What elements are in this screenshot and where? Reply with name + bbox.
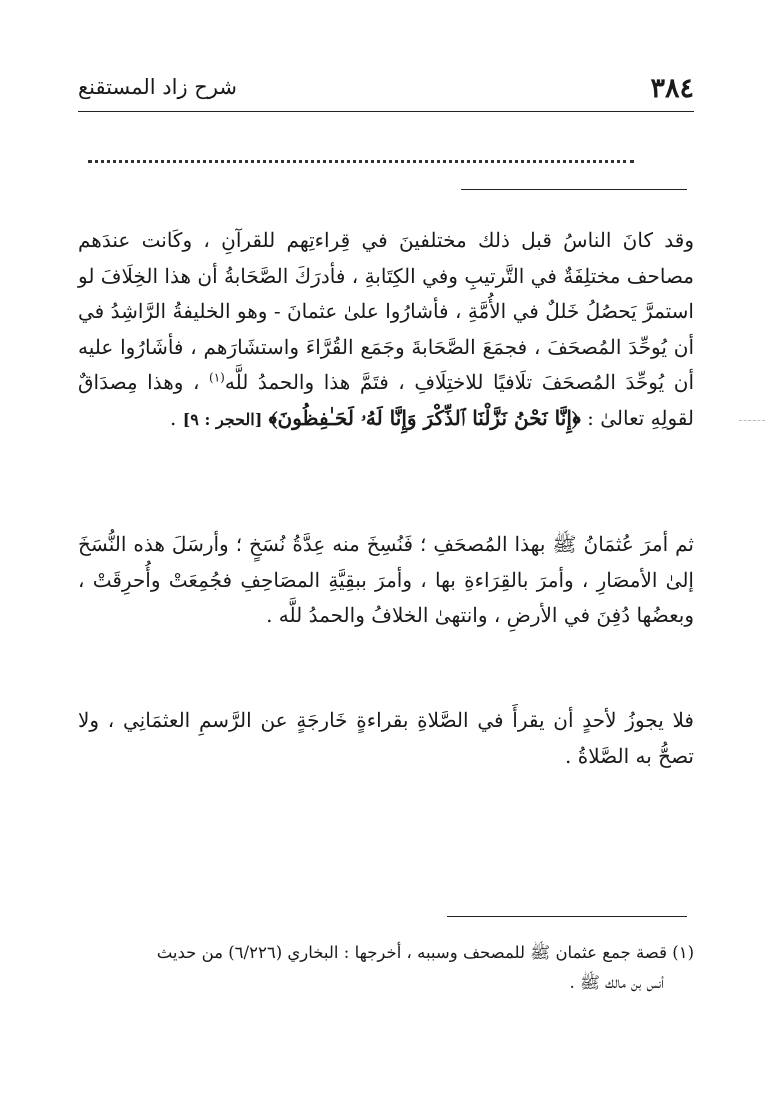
paragraph-3-text: فلا يجوزُ لأحدٍ أن يقرأَ في الصَّلاةِ بقراءةٍ خَارجَةٍ عن الرَّسمِ العثمَانِي ، ولا تصحُّ به الصَّلاةُ . — [78, 708, 694, 768]
paragraph-2 — [78, 527, 694, 634]
book-title: شرح زاد المستقنع — [78, 75, 237, 99]
margin-mark — [739, 420, 765, 421]
footnote-rule — [447, 916, 687, 917]
footnote-reference-marker[interactable]: (١) — [209, 370, 225, 385]
footnote-marker: (١) — [672, 943, 694, 962]
section-rule — [461, 189, 687, 190]
paragraph-1-text-after: ، وهذا مِصدَاقٌ لقولِهِ تعالىٰ : — [78, 370, 694, 430]
paragraph-2-text: ثم أمرَ عُثمَانُ ﷺ بهذا المُصحَفِ ؛ فَنُسِخَ منه عِدَّةُ نُسَخٍ ؛ وأرسَلَ هذه النُّسَخَ إلىٰ الأمصَارِ ، وأمرَ بالقِرَاءةِ بها ، وأمرَ ببقِيَّةِ المصَاحِفِ فجُمِعَتْ وأُحرِقَتْ ، وبعضُها دُفِنَ في الأرضِ ، وانتهىٰ الخلافُ والحمدُ للَّه . — [78, 532, 694, 627]
page-number: ٣٨٤ — [650, 73, 694, 104]
footnote-continuation: أنس بن مالك ﷺ . — [569, 973, 664, 992]
paragraph-1-text: وقد كانَ الناسُ قبل ذلك مختلفينَ في قِراءتِهم للقرآنِ ، وكَانت عندَهم مصاحف مختلِفَةٌ في التَّرتيبِ وفي الكِتَابةِ ، فأدرَكَ الصَّحَابةُ أن هذا الخِلَافَ لو استمرَّ يَحصُلُ خَللٌ في الأُمَّةِ ، فأشارُوا علىٰ عثمانَ - وهو الخليفةُ الرَّاشِدُ في أن يُوحِّدَ المُصحَفَ ، فجمَعَ الصَّحَابةَ وجَمَع القُرَّاءَ واستشَارَهم ، فأشَارُوا عليه أن يُوحِّدَ المُصحَفَ تلَافيًا للاختِلَافِ ، فتَمَّ هذا والحمدُ للَّه — [78, 228, 695, 394]
footnote — [78, 938, 694, 998]
header-rule — [78, 111, 694, 112]
footnote-text: قصة جمع عثمان ﷺ للمصحف وسببه ، أخرجها : البخاري (٦/٢٢٦) من حديث — [156, 943, 667, 962]
page-header — [78, 66, 694, 106]
paragraph-1-end: . — [170, 405, 177, 430]
verse-reference: [الحجر : ٩] — [182, 409, 263, 429]
paragraph-3 — [78, 703, 694, 774]
paragraph-1 — [78, 223, 694, 437]
dotted-separator — [88, 148, 634, 163]
quran-verse: ﴿إِنَّا نَحْنُ نَزَّلْنَا ٱلذِّكْرَ وَإِنَّا لَهُۥ لَحَـٰفِظُونَ﴾ — [268, 405, 581, 430]
